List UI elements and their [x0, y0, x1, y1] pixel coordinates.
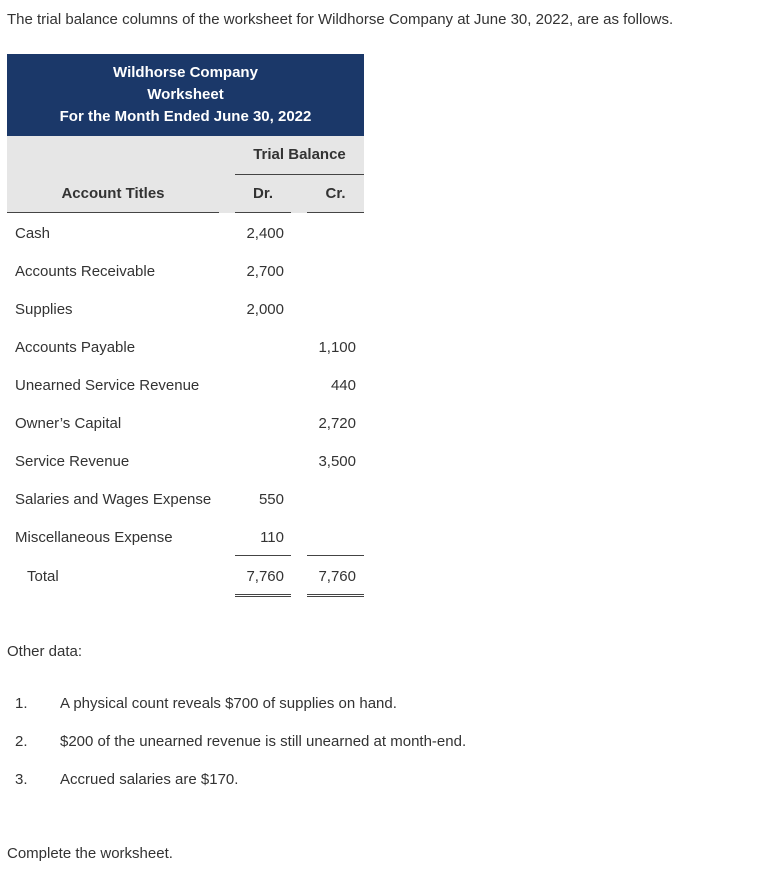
intro-text: The trial balance columns of the worksheet for Wildhorse Company at June 30, 2022, are as follows.	[7, 11, 674, 28]
total-label: Total	[27, 568, 59, 585]
table-row	[7, 415, 364, 439]
total-row	[7, 568, 364, 592]
debit-header-rule	[235, 212, 291, 213]
account-name: Owner’s Capital	[15, 415, 122, 432]
credit-value: 1,100	[318, 339, 356, 356]
table-row	[7, 491, 364, 515]
debit-value: 110	[260, 529, 284, 546]
credit-value: 3,500	[318, 453, 356, 470]
worksheet-header	[7, 54, 364, 136]
table-row	[7, 529, 364, 553]
account-name: Service Revenue	[15, 453, 130, 470]
account-header-rule	[7, 212, 219, 213]
account-name: Miscellaneous Expense	[15, 529, 173, 546]
account-name: Accounts Payable	[15, 339, 136, 356]
credit-header-rule	[307, 212, 364, 213]
worksheet-table	[7, 54, 364, 585]
account-name: Accounts Receivable	[15, 263, 156, 280]
instruction-text: Complete the worksheet.	[7, 845, 173, 862]
account-titles-header: Account Titles	[61, 185, 165, 202]
table-row	[7, 453, 364, 477]
item-number: 2.	[15, 733, 28, 750]
trial-balance-rule	[235, 174, 364, 175]
debit-total-double-rule	[235, 594, 291, 597]
debit-header: Dr.	[252, 185, 273, 202]
item-number: 1.	[15, 695, 28, 712]
account-name: Supplies	[15, 301, 73, 318]
table-row	[7, 225, 364, 249]
credit-header: Cr.	[325, 185, 346, 202]
debit-value: 2,700	[246, 263, 284, 280]
debit-value: 550	[258, 491, 284, 508]
debit-value: 2,400	[246, 225, 284, 242]
company-name: Wildhorse Company	[113, 64, 258, 81]
credit-total: 7,760	[318, 568, 356, 585]
item-number: 3.	[15, 771, 28, 788]
account-name: Cash	[15, 225, 51, 242]
item-text: $200 of the unearned revenue is still unearned at month-end.	[60, 733, 467, 750]
account-name: Unearned Service Revenue	[15, 377, 200, 394]
worksheet-title: Worksheet	[147, 86, 224, 103]
debit-total: 7,760	[246, 568, 284, 585]
credit-subtotal-rule	[307, 555, 364, 556]
table-row	[7, 377, 364, 401]
worksheet-period: For the Month Ended June 30, 2022	[59, 108, 312, 125]
account-name: Salaries and Wages Expense	[15, 491, 212, 508]
table-row	[7, 339, 364, 363]
credit-value: 2,720	[318, 415, 356, 432]
debit-subtotal-rule	[235, 555, 291, 556]
item-text: Accrued salaries are $170.	[60, 771, 239, 788]
item-text: A physical count reveals $700 of supplies on hand.	[60, 695, 397, 712]
table-row	[7, 263, 364, 287]
debit-value: 2,000	[246, 301, 284, 318]
other-data-label: Other data:	[7, 643, 83, 660]
credit-total-double-rule	[307, 594, 364, 597]
table-row	[7, 301, 364, 325]
credit-value: 440	[330, 377, 356, 394]
trial-balance-header: Trial Balance	[253, 146, 346, 163]
